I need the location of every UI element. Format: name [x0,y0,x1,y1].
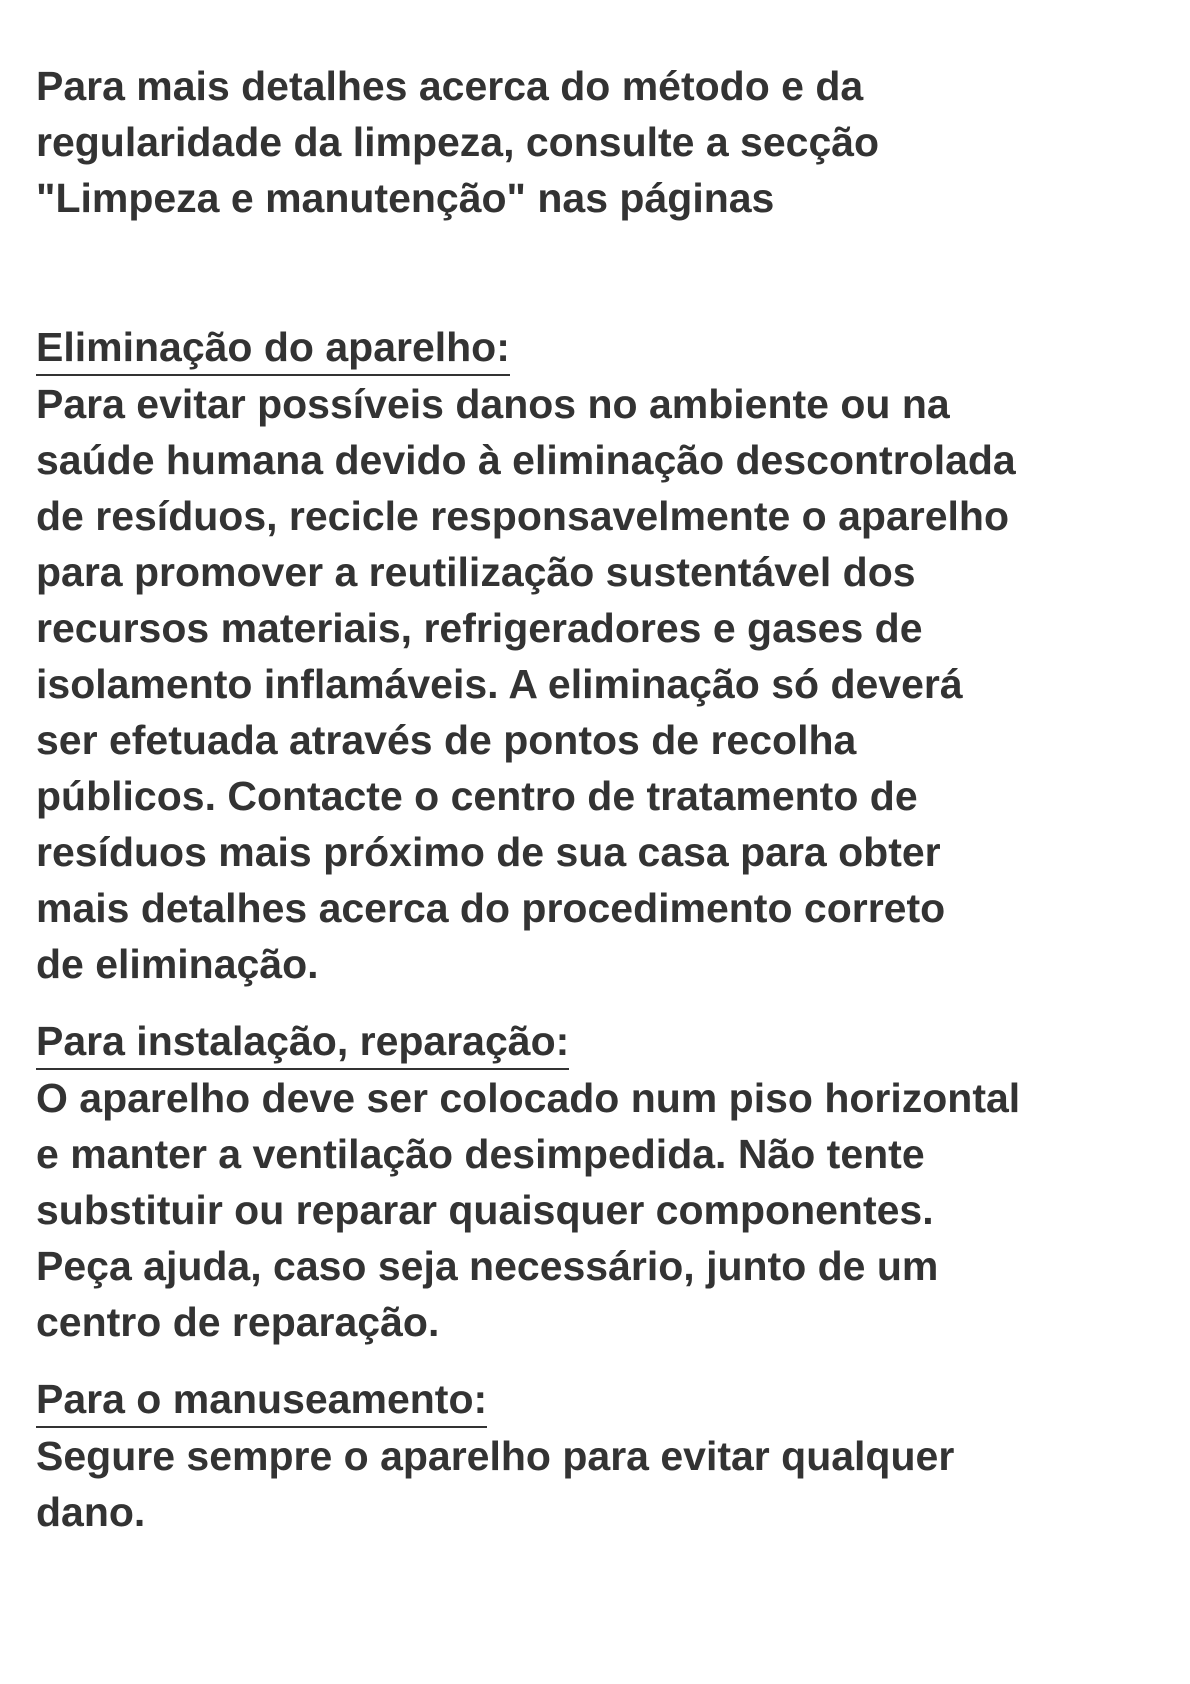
body-line: para promover a reutilização sustentável dos [36,549,916,595]
body-line: saúde humana devido à eliminação descontrolada [36,437,1016,483]
body-line: ser efetuada através de pontos de recolha [36,717,857,763]
section-heading-installation: Para instalação, reparação: [36,1016,569,1070]
section-heading-disposal: Eliminação do aparelho: [36,322,510,376]
section-body-disposal [36,376,1166,992]
section-heading-handling: Para o manuseamento: [36,1374,487,1428]
body-line: e manter a ventilação desimpedida. Não tente [36,1131,925,1177]
section-body-installation [36,1070,1166,1350]
body-line: resíduos mais próximo de sua casa para obter [36,829,941,875]
section-handling [36,1350,1166,1540]
intro-line: Para mais detalhes acerca do método e da [36,63,864,109]
body-line: de eliminação. [36,941,319,987]
intro-line: "Limpeza e manutenção" nas páginas [36,175,775,221]
body-line: mais detalhes acerca do procedimento correto [36,885,946,931]
body-line: dano. [36,1489,146,1535]
body-line: públicos. Contacte o centro de tratamento de [36,773,918,819]
body-line: Para evitar possíveis danos no ambiente ou na [36,381,950,427]
body-line: de resíduos, recicle responsavelmente o aparelho [36,493,1010,539]
document-page [36,58,1166,1540]
body-line: Segure sempre o aparelho para evitar qualquer [36,1433,955,1479]
intro-line: regularidade da limpeza, consulte a secção [36,119,880,165]
body-line: O aparelho deve ser colocado num piso horizontal [36,1075,1021,1121]
body-line: centro de reparação. [36,1299,440,1345]
body-line: substituir ou reparar quaisquer componentes. [36,1187,934,1233]
section-disposal [36,226,1166,992]
body-line: Peça ajuda, caso seja necessário, junto de um [36,1243,939,1289]
body-line: isolamento inflamáveis. A eliminação só deverá [36,661,963,707]
intro-paragraph [36,58,1166,226]
section-installation [36,992,1166,1350]
body-line: recursos materiais, refrigeradores e gases de [36,605,923,651]
section-body-handling [36,1428,1166,1540]
